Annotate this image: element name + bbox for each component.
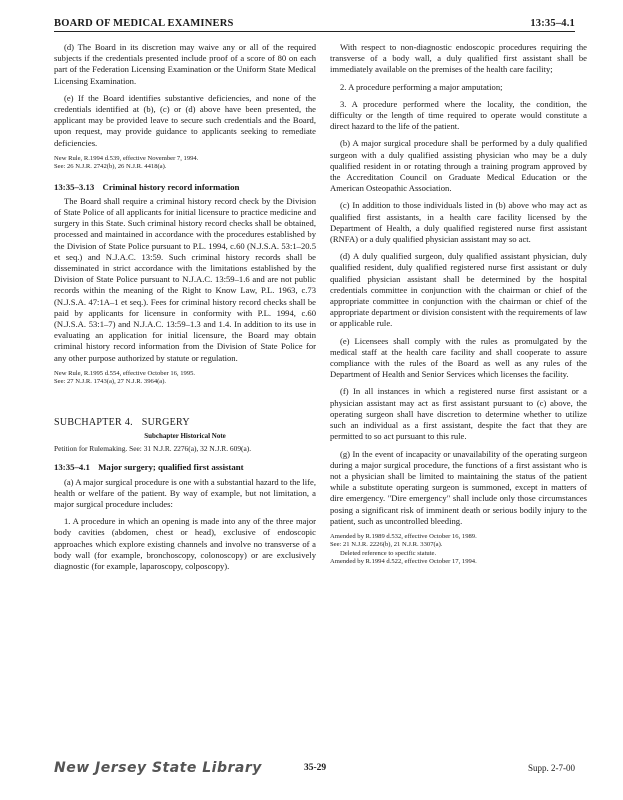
header-section-number: 13:35–4.1 <box>530 18 575 29</box>
supplement-date: Supp. 2-7-00 <box>528 763 575 773</box>
paragraph-g: (g) In the event of incapacity or unavailability of the operating surgeon during a major surgical procedure, the functions of a first assistant who is not a physician shall be limited to maintaining the status of the patient while a substitute operating surgeon is summoned, except in matters of dire emergency. "Dire emergency" shall include only those circumstances posing a significant risk of imminent death or serious bodily injury to the patient, such as uncontrolled bleeding. <box>330 448 587 526</box>
subchapter-label: SUBCHAPTER 4. <box>54 416 133 428</box>
section-title: Major surgery; qualified first assistant <box>98 462 244 473</box>
section-heading <box>54 182 316 193</box>
list-item-3: 3. A procedure performed where the locality, the condition, the difficulty or the length of time required to operate would constitute a direct hazard to the life of the patient. <box>330 98 587 132</box>
paragraph-d: (d) A duly qualified surgeon, duly qualified assistant physician, duly qualified resident, duly qualified registered nurse first assistant or duly qualified physician assistant shall be determined by the hospital credentials committee in conjunction with the chairman or chief of the appropriate committee in conjunction with the chairman or chief of the appropriate department or division consistent with the requirements of law or applicable rule. <box>330 251 587 329</box>
subchapter-title: SURGERY <box>141 416 190 428</box>
paragraph-d: (d) The Board in its discretion may waive any or all of the required subjects if the credentials presented include proof of a score of 80 on each part of the Federation Licensing Examination or the Uniform State Medical Licensing Examination. <box>54 42 316 86</box>
right-column <box>330 42 587 577</box>
subchapter-heading <box>54 417 316 428</box>
section-heading <box>54 462 316 473</box>
paragraph-e: (e) If the Board identifies substantive deficiencies, and none of the credentials identified at (b), (c) or (d) above have been presented, the applicant may be provided leave to secure such credentials and the Board, upon request, may provide guidance to applicants seeking to remediate deficiencies. <box>54 92 316 148</box>
list-item-1: 1. A procedure in which an opening is made into any of the three major body cavities (abdomen, chest or head), exclusive of endoscopic approaches which explore existing channels and involve no transverse of a body wall (for example, bronchoscopy, colonoscopy) or are exclusively diagnostic (for example, laparoscopy, colposcopy). <box>54 516 316 571</box>
section-number: 13:35–3.13 <box>54 181 95 192</box>
subchapter-note-text: Petition for Rulemaking. See: 31 N.J.R. 2276(a), 32 N.J.R. 609(a). <box>54 444 252 454</box>
page-number: 35-29 <box>304 763 327 773</box>
list-item-2: 2. A procedure performing a major amputation; <box>340 81 503 92</box>
section-number: 13:35–4.1 <box>54 462 90 473</box>
history-note: New Rule, R.1995 d.554, effective October 16, 1995. See: 27 N.J.R. 1743(a), 27 N.J.R. 3964(a). <box>54 369 196 386</box>
page-footer <box>54 760 575 776</box>
paragraph-b: (b) A major surgical procedure shall be performed by a duly qualified surgeon with a duly qualified assisting physician who may be a duly qualified resident in or rotating through a training program approved by the Accreditation Council on Graduate Medical Education or the American Osteopathic Association. <box>330 138 587 194</box>
paragraph-a: (a) A major surgical procedure is one with a substantial hazard to the life, health or welfare of the patient. By way of example, but not limitation, a major surgical procedure includes: <box>54 476 316 509</box>
section-title: Criminal history record information <box>102 181 240 192</box>
library-watermark: New Jersey State Library <box>54 760 262 776</box>
header-title: BOARD OF MEDICAL EXAMINERS <box>54 18 234 29</box>
running-header <box>54 18 575 32</box>
left-column <box>54 42 316 578</box>
section-body: The Board shall require a criminal history record check by the Division of State Police of all applicants for initial licensure to practice medicine and surgery in this State. Such criminal history record checks shall be obtained, processed and maintained in accordance with the procedures established by the Division of State Police pursuant to P.L. 1994, c.60 (N.J.S.A. 53:1–20.5 et seq.) and N.J.A.C. 13:59. Such criminal history records shall be disseminated in strict accordance with the limitations established by the Division of State Police pursuant to N.J.A.C. 13:59–1.6 and are not public records within the meaning of the Right to Know Law, P.L. 1963, c.73 (N.J.S.A. 47:1A–1 et seq.). Fees for criminal history record checks shall be paid by applicants for licensure in conformity with P.L. 1994, c.60 (N.J.S.A. 53:1–7) and N.J.A.C. 13:59–1.3 and 1.4. In addition to its use in evaluating an application for initial licensure, the Board may obtain criminal history record information from the Division of State Police for any other purpose authorized by statute or regulation. <box>54 195 316 363</box>
history-note: New Rule, R.1994 d.539, effective November 7, 1994. See: 26 N.J.R. 2742(b), 26 N.J.R. 4418(a). <box>54 154 199 171</box>
continued-paragraph: With respect to non-diagnostic endoscopic procedures requiring the transverse of a body wall, a duly qualified first assistant shall be immediately available on the premises of the health care facility; <box>330 42 587 75</box>
paragraph-e: (e) Licensees shall comply with the rules as promulgated by the medical staff at the health care facility and shall cooperate to assure compliance with the rules of the Board as well as any rules of the Department of Health and Senior Services which licenses the facility. <box>330 335 587 380</box>
paragraph-f: (f) In all instances in which a registered nurse first assistant or a physician assistant may act as first assistant pursuant to (c) above, the operating surgeon shall have discretion to determine whether to utilize such an individual as a first assistant, despite the fact that they are permitted to so act pursuant to this rule. <box>330 386 587 442</box>
paragraph-c: (c) In addition to those individuals listed in (b) above who may act as qualified first assistants, in a health care facility licensed by the Department of Health, a duly qualified registered nurse first assistant (RNFA) or a duly qualified physician assistant may so act. <box>330 200 587 245</box>
history-note: Amended by R.1989 d.532, effective October 16, 1989. See: 21 N.J.R. 2226(b), 21 N.J.R. 3307(a). Deleted reference to specific statute. Amended by R.1994 d.522, effective October 17, 1994. <box>330 532 477 566</box>
subchapter-note-label: Subchapter Historical Note <box>144 431 226 440</box>
